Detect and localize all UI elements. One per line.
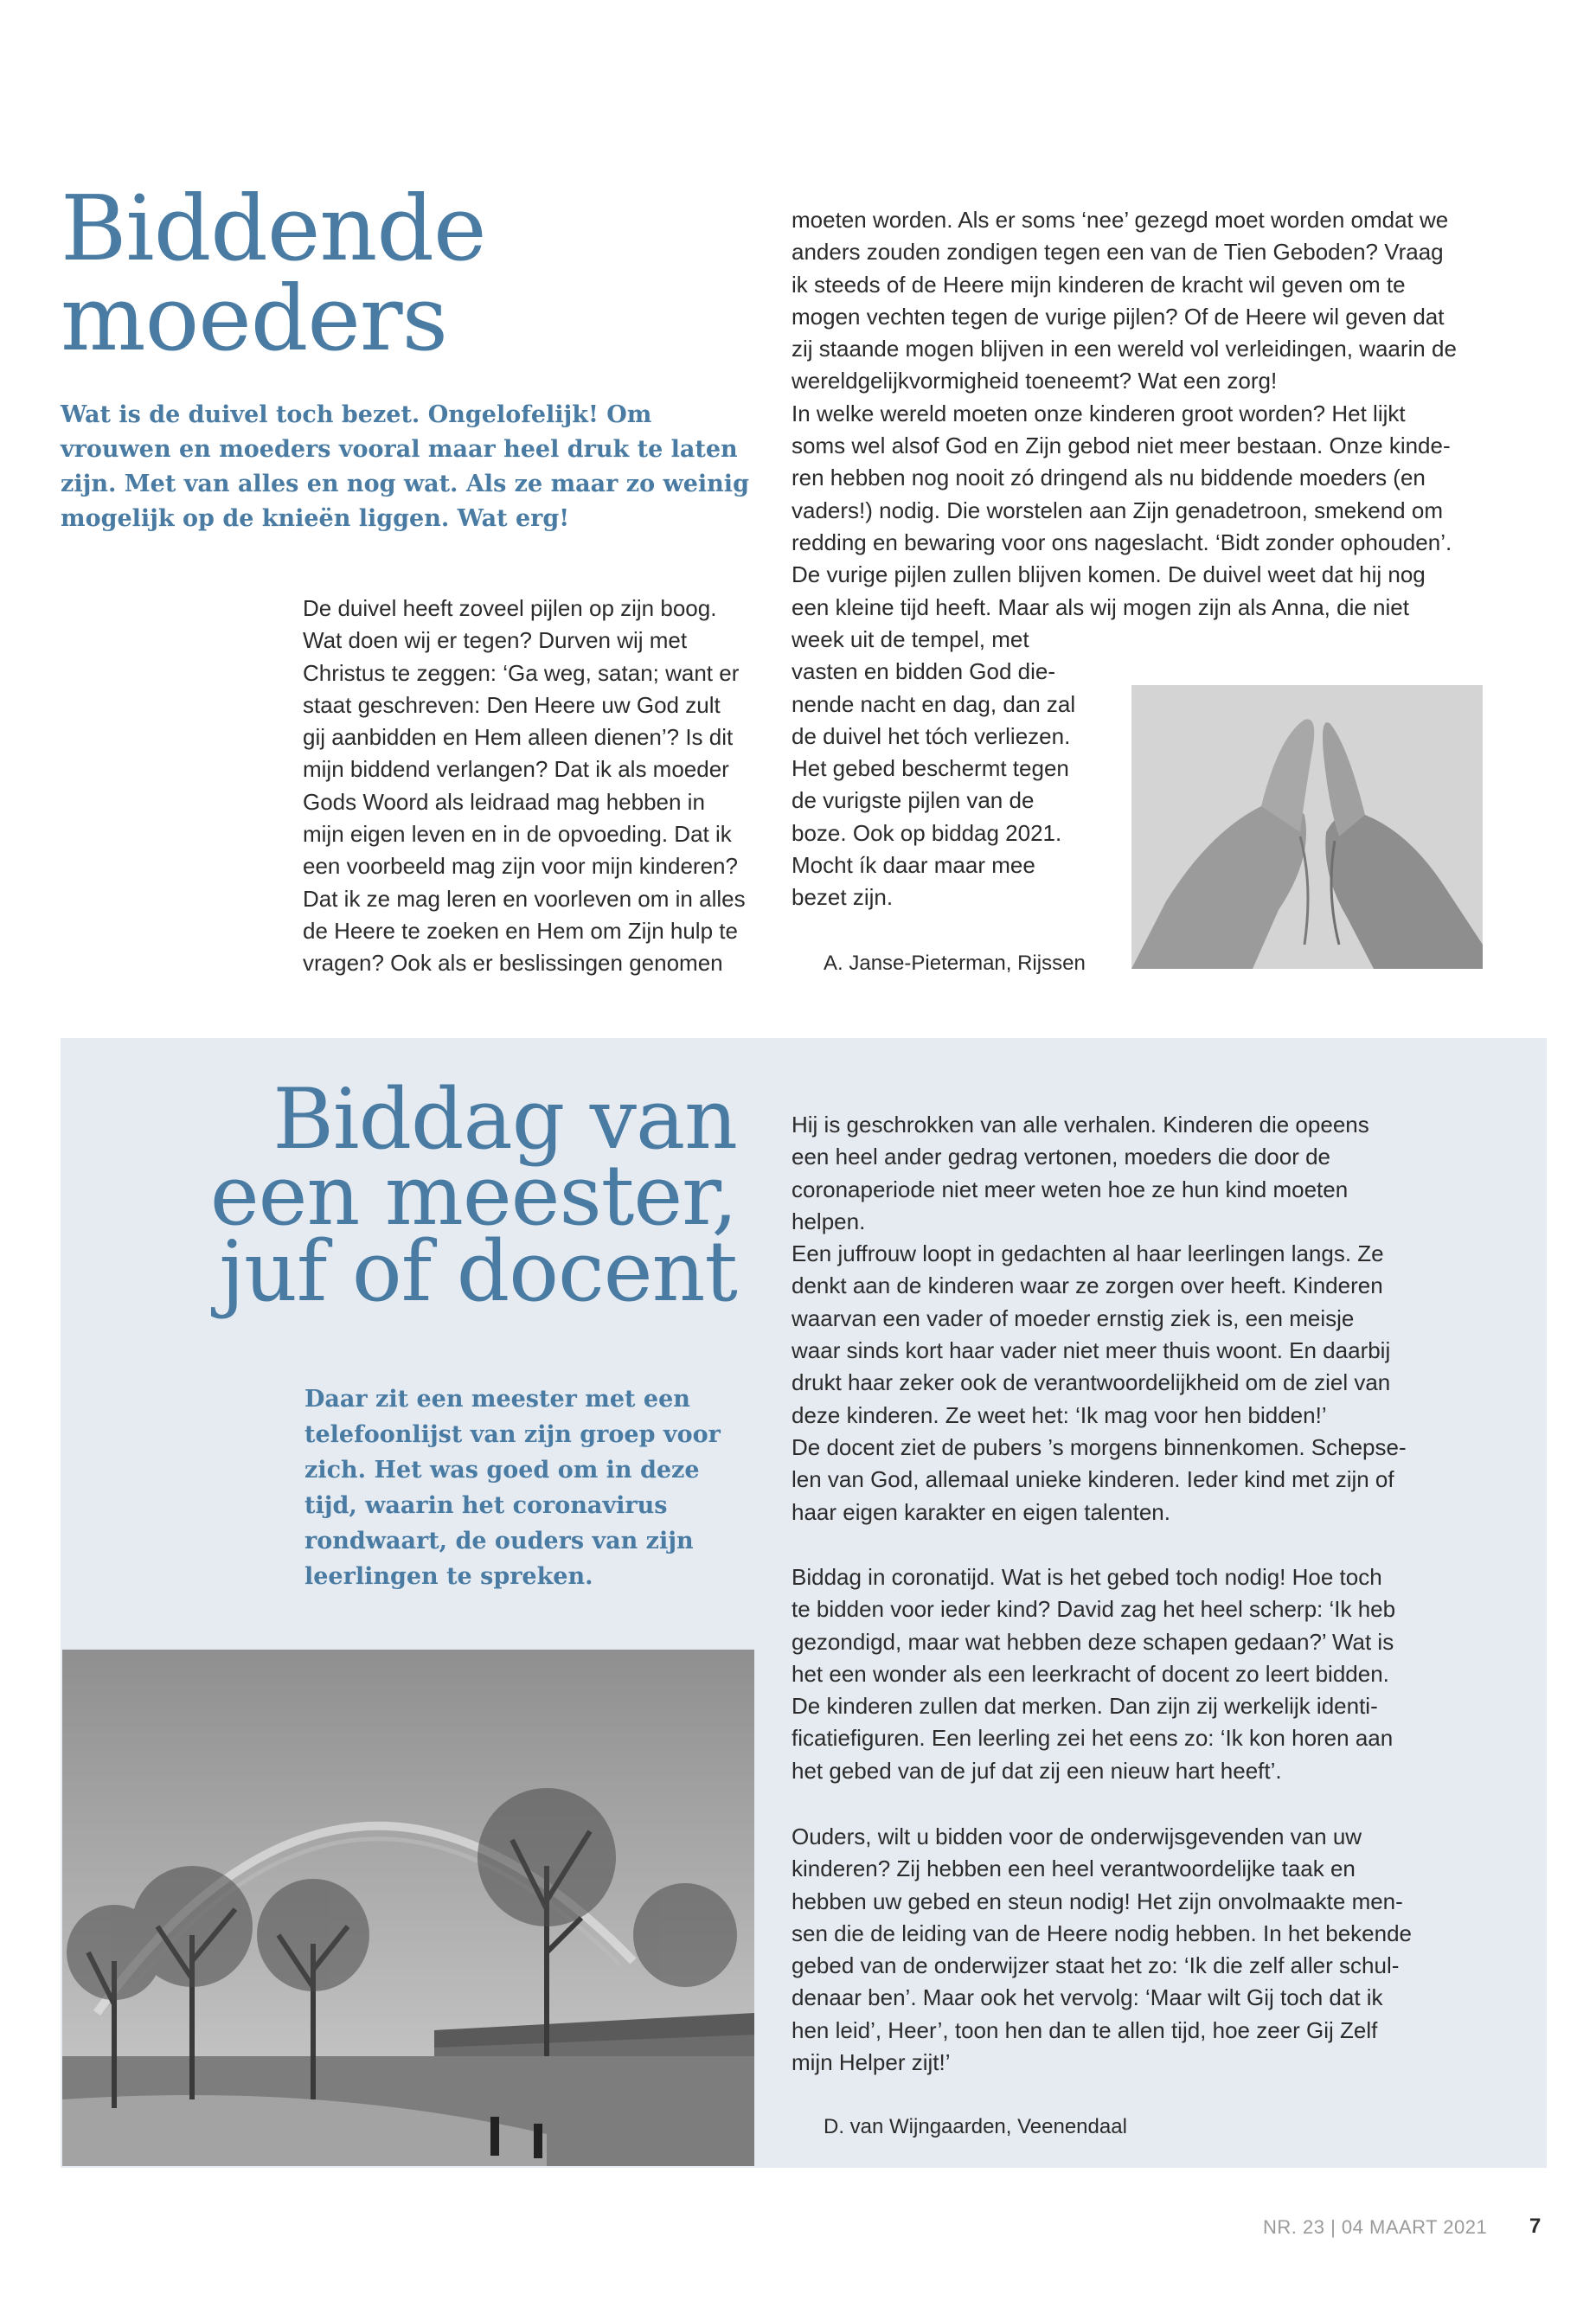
article1-lead: Wat is de duivel toch bezet. Ongelofelijk! Om vrouwen en moeders vooral maar heel druk te laten zijn. Met van alles en nog wat. Als ze maar zo weinig mogelijk op de knieën liggen. Wat erg! [61, 401, 749, 532]
article1-author: A. Janse-Pieterman, Rijssen [824, 952, 1086, 975]
article2-title [87, 1071, 737, 1320]
article1-column2-narrow: week uit de tempel, met vasten en bidden God die- nende nacht en dag, dan zal de duivel het tóch verliezen. Het gebed beschermt tegen de vurigste pijlen van de boze. Ook op biddag 2021. Mocht ík daar maar mee bezet zijn. [792, 626, 1076, 911]
article1-title [61, 176, 486, 371]
article1-title-line1: Biddende [61, 176, 486, 281]
article1-column1: De duivel heeft zoveel pijlen op zijn boog. Wat doen wij er tegen? Durven wij met Christus te zeggen: ‘Ga weg, satan; want er staat geschreven: Den Heere uw God zult gij aanbidden en Hem alleen dienen’? Is dit mijn biddend verlangen? Dat ik als moeder Gods Woord als leidraad mag hebben in mijn eigen leven en in de opvoeding. Dat ik een voorbeeld mag zijn voor mijn kinderen? Dat ik ze mag leren en voorleven om in alles de Heere te zoeken en Hem om Zijn hulp te vragen? Ook als er beslissingen genomen [303, 595, 746, 977]
praying-hands-photo [1131, 685, 1483, 969]
page-number: 7 [1529, 2214, 1542, 2238]
article2-title-line1: Biddag van [272, 1071, 737, 1168]
article1-title-line2: moeders [61, 266, 447, 371]
school-rainbow-image [62, 1650, 754, 2166]
article2-author: D. van Wijngaarden, Veenendaal [824, 2115, 1127, 2138]
issue-info: NR. 23 | 04 MAART 2021 [1263, 2216, 1488, 2238]
article2-paragraph2: Biddag in coronatijd. Wat is het gebed toch nodig! Hoe toch te bidden voor ieder kind? David zag het heel scherp: ‘Ik heb gezondigd, maar wat hebben deze schapen gedaan?’ Wat is het een wonder als een leerkracht of docent zo leert bidden. De kinderen zullen dat merken. Dan zijn zij werkelijk identi- ficatiefiguren. Een leerling zei het eens zo: ‘Ik kon horen aan het gebed van de juf dat zij een nieuw hart heeft’. [792, 1564, 1396, 1784]
praying-hands-image [1131, 685, 1483, 969]
article1-column2-top: moeten worden. Als er soms ‘nee’ gezegd moet worden omdat we anders zouden zondigen tegen een van de Tien Geboden? Vraag ik steeds of de Heere mijn kinderen de kracht wil geven om te mogen vechten tegen de vurige pijlen? Of de Heere wil geven dat zij staande mogen blijven in een wereld vol verleidingen, waarin de wereldgelijkvormigheid toeneemt? Wat een zorg! In welke wereld moeten onze kinderen groot worden? Het lijkt soms wel alsof God en Zijn gebod niet meer bestaan. Onze kinde- ren hebben nog nooit zó dringend als nu biddende moeders (en vaders!) nodig. Die worstelen aan Zijn genadetroon, smekend om redding en bewaring voor ons nageslacht. ‘Bidt zonder ophouden’. De vurige pijlen zullen blijven komen. De duivel weet dat hij nog een kleine tijd heeft. Maar als wij mogen zijn als Anna, die niet [792, 207, 1457, 620]
article2-title-line3: juf of docent [219, 1223, 737, 1320]
school-rainbow-photo [62, 1650, 754, 2166]
article2-lead: Daar zit een meester met een telefoonlijst van zijn groep voor zich. Het was goed om in deze tijd, waarin het coronavirus rondwaart, de ouders van zijn leerlingen te spreken. [304, 1386, 721, 1590]
article2-paragraph1: Hij is geschrokken van alle verhalen. Kinderen die opeens een heel ander gedrag vertonen, moeders die door de coronaperiode niet meer weten hoe ze hun kind moeten helpen. Een juffrouw loopt in gedachten al haar leerlingen langs. Ze denkt aan de kinderen waar ze zorgen over heeft. Kinderen waarvan een vader of moeder ernstig ziek is, een meisje waar sinds kort haar vader niet meer thuis woont. En daarbij drukt haar zeker ook de verantwoordelijkheid om de ziel van deze kinderen. Ze weet het: ‘Ik mag voor hen bidden!’ De docent ziet de pubers ’s morgens binnenkomen. Schepse- len van God, allemaal unieke kinderen. Ieder kind met zijn of haar eigen karakter en eigen talenten. [792, 1112, 1407, 1525]
article2-paragraph3: Ouders, wilt u bidden voor de onderwijsgevenden van uw kinderen? Zij hebben een heel verantwoordelijke taak en hebben uw gebed en steun nodig! Het zijn onvolmaakte men- sen die de leiding van de Heere nodig hebben. In het bekende gebed van de onderwijzer staat het zo: ‘Ik die zelf aller schul- denaar ben’. Maar ook het vervolg: ‘Maar wilt Gij toch dat ik hen leid’, Heer’, toon hen dan te allen tijd, hoe zeer Gij Zelf mijn Helper zijt!’ [792, 1823, 1413, 2076]
article2-title-line2: een meester, [209, 1147, 737, 1244]
